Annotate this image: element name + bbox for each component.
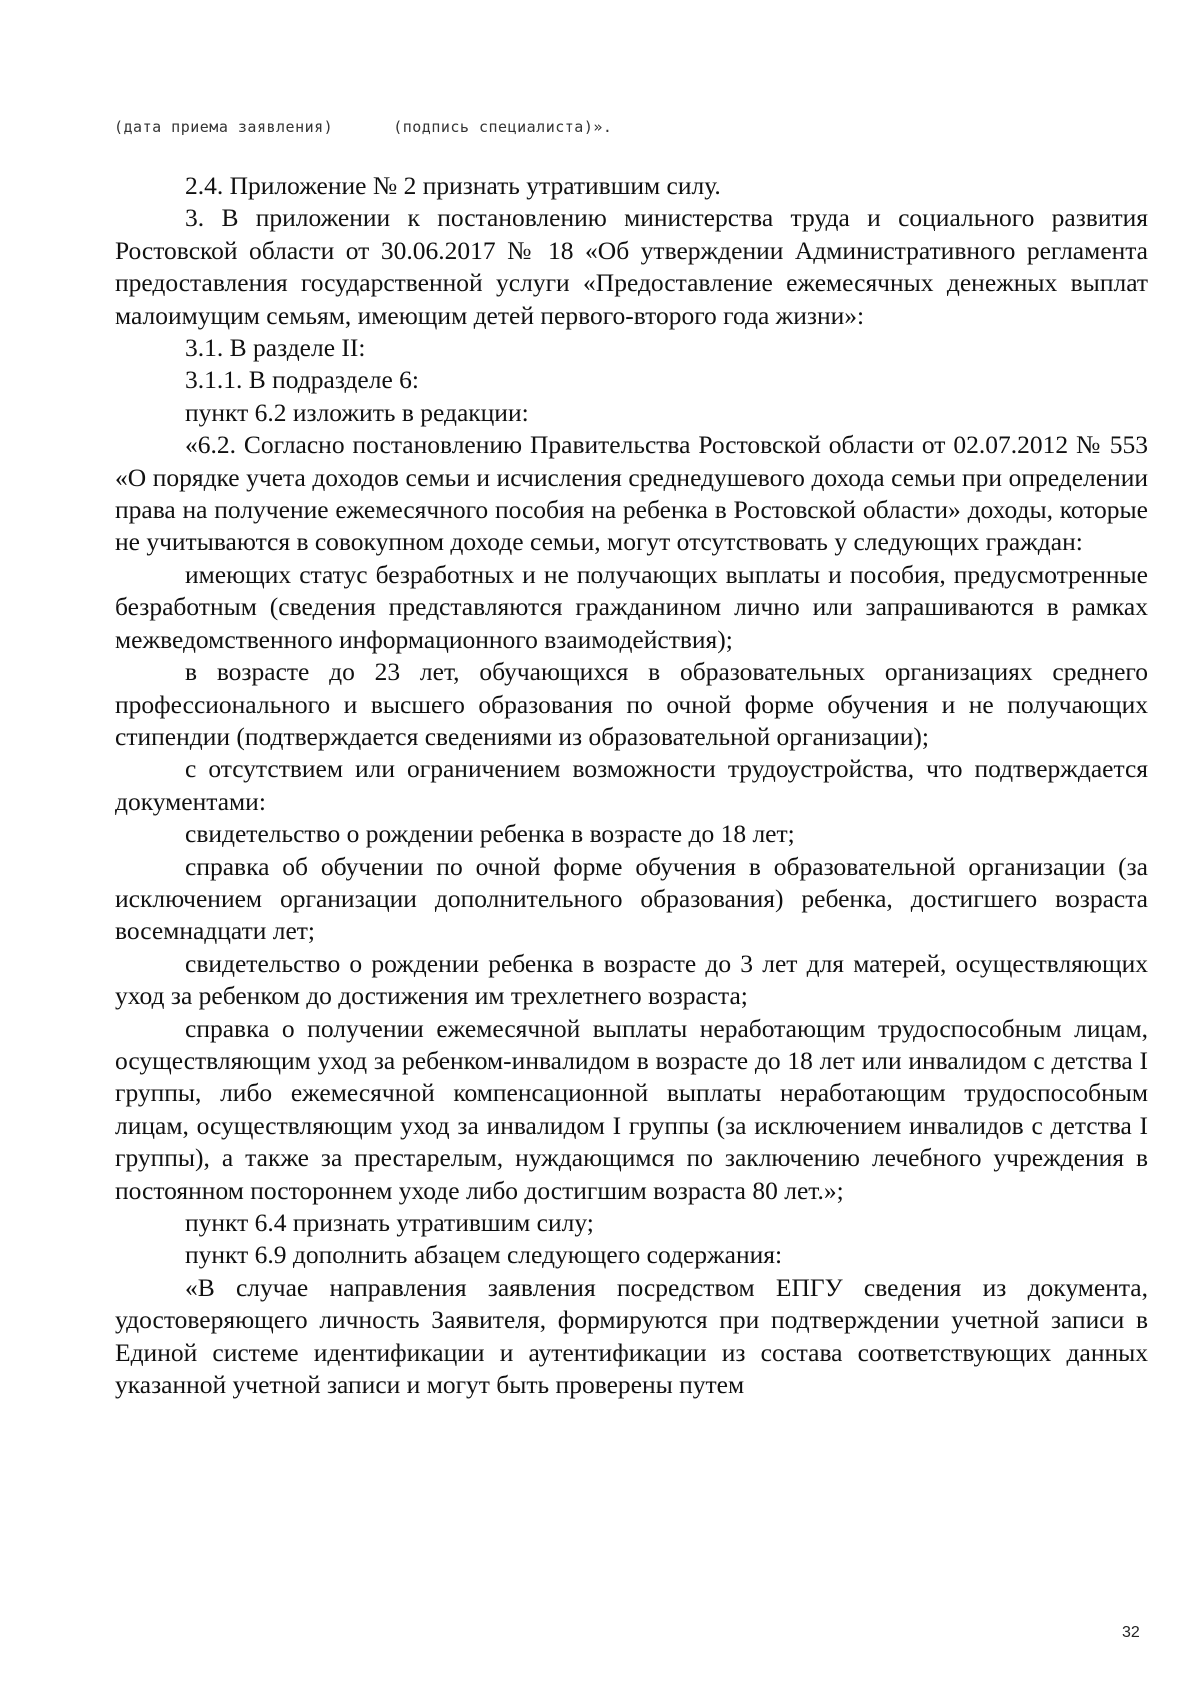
paragraph-epgu: «В случае направления заявления посредством ЕПГУ сведения из документа, удостоверяющего личность Заявителя, формируются при подтверждении учетной записи в Единой системе идентификации и аутентификации из состава соответствующих данных указанной учетной записи и могут быть проверены путем bbox=[115, 1272, 1148, 1400]
paragraph-item-6-2-intro: пункт 6.2 изложить в редакции: bbox=[185, 397, 529, 427]
paragraph-education-certificate: справка об обучении по очной форме обучения в образовательной организации (за исключением организации дополнительного образования) ребенка, достигшего возраста восемнадцати лет; bbox=[115, 851, 1148, 946]
document-body bbox=[115, 170, 1148, 1401]
date-caption: (дата приема заявления) bbox=[114, 118, 334, 136]
paragraph-unemployed: имеющих статус безработных и не получающих выплаты и пособия, предусмотренные безработным (сведения представляются гражданином лично или запрашиваются в рамках межведомственного информационного взаимодействия); bbox=[115, 559, 1148, 654]
paragraph-item-6-4: пункт 6.4 признать утратившим силу; bbox=[185, 1208, 594, 1237]
signature-caption-row bbox=[114, 118, 612, 136]
paragraph-students: в возрасте до 23 лет, обучающихся в образовательных организациях среднего профессионального и высшего образования по очной форме обучения и не получающих стипендии (подтверждается сведениями из образовательной организации); bbox=[115, 657, 1148, 751]
paragraph-3: 3. В приложении к постановлению министерства труда и социального развития Ростовской области от 30.06.2017 № 18 «Об утверждении Административного регламента предоставления государственной услуги «Предоставление ежемесячных денежных выплат малоимущим семьям, имеющим детей первого-второго года жизни»: bbox=[115, 203, 1148, 330]
paragraph-2-4: 2.4. Приложение № 2 признать утратившим силу. bbox=[185, 171, 721, 200]
paragraph-item-6-9-intro: пункт 6.9 дополнить абзацем следующего содержания: bbox=[185, 1240, 783, 1270]
paragraph-item-6-2: «6.2. Согласно постановлению Правительства Ростовской области от 02.07.2012 № 553 «О порядке учета доходов семьи и исчисления среднедушевого дохода семьи при определении права на получение ежемесячного пособия на ребенка в Ростовской области» доходы, которые не учитываются в совокупном доходе семьи, могут отсутствовать у следующих граждан: bbox=[115, 430, 1148, 557]
paragraph-employment-limits: с отсутствием или ограничением возможности трудоустройства, что подтверждается документами: bbox=[115, 754, 1148, 816]
page-number: 32 bbox=[1122, 1624, 1140, 1641]
paragraph-birth-certificate-3: свидетельство о рождении ребенка в возрасте до 3 лет для матерей, осуществляющих уход за ребенком до достижения им трехлетнего возраста; bbox=[115, 948, 1148, 1011]
signature-caption: (подпись специалиста)». bbox=[393, 118, 613, 136]
paragraph-3-1-1: 3.1.1. В подразделе 6: bbox=[185, 365, 419, 395]
paragraph-3-1: 3.1. В разделе II: bbox=[185, 333, 366, 363]
paragraph-birth-certificate-18: свидетельство о рождении ребенка в возрасте до 18 лет; bbox=[185, 819, 795, 849]
paragraph-care-payment-certificate: справка о получении ежемесячной выплаты неработающим трудоспособным лицам, осуществляющим уход за ребенком-инвалидом в возрасте до 18 лет или инвалидом с детства I группы, либо ежемесячной компенсационной выплаты неработающим трудоспособным лицам, осуществляющим уход за инвалидом I группы (за исключением инвалидов с детства I группы), а также за престарелым, нуждающимся по заключению лечебного учреждения в постоянном постороннем уходе либо достигшим возраста 80 лет.»; bbox=[115, 1013, 1148, 1205]
